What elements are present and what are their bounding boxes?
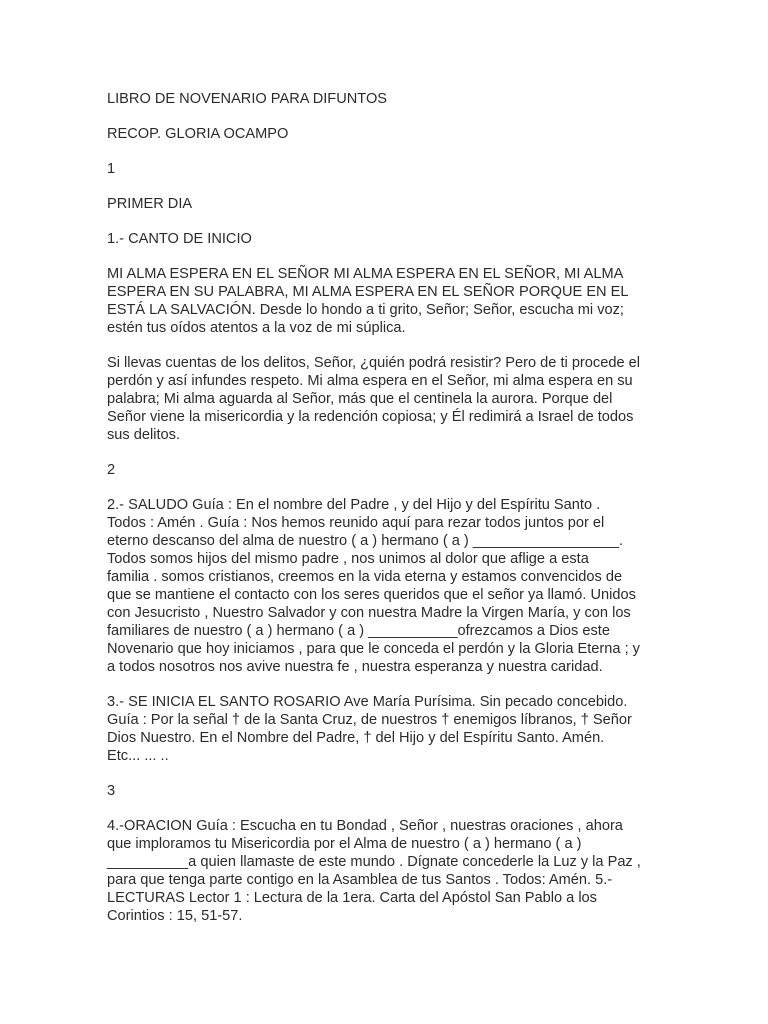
body-paragraph: MI ALMA ESPERA EN EL SEÑOR MI ALMA ESPERA EN EL SEÑOR, MI ALMA ESPERA EN SU PALABRA, MI ALMA ESPERA EN EL SEÑOR PORQUE EN EL ESTÁ LA SALVACIÓN. Desde lo hondo a ti grito, Señor; Señor, escucha mi voz; estén tus oídos atentos a la voz de mi súplica. (107, 266, 629, 336)
day-heading: PRIMER DIA (107, 196, 193, 212)
compiler-credit: RECOP. GLORIA OCAMPO (107, 126, 289, 142)
document-title: LIBRO DE NOVENARIO PARA DIFUNTOS (107, 91, 388, 107)
body-paragraph: 2.- SALUDO Guía : En el nombre del Padre , y del Hijo y del Espíritu Santo . Todos : Amén . Guía : Nos hemos reunido aquí para rezar todos juntos por el eterno descanso del alma de nuestro ( a ) hermano ( a ) __________________. Todos somos hijos del mismo padre , nos unimos al dolor que aflige a esta familia . somos cristianos, creemos en la vida eterna y estamos convencidos de que se mantiene el contacto con los seres queridos que el señor ya llamó. Unidos con Jesucristo , Nuestro Salvador y con nuestra Madre la Virgen María, y con los familiares de nuestro ( a ) hermano ( a ) ___________ofrezcamos a Dios este Novenario que hoy iniciamos , para que le conceda el perdón y la Gloria Eterna ; y a todos nosotros nos avive nuestra fe , nuestra esperanza y nuestra caridad. (107, 497, 640, 675)
document-page (107, 90, 667, 942)
page-marker: 3 (107, 783, 116, 799)
section-heading: 1.- CANTO DE INICIO (107, 231, 252, 247)
body-paragraph: 3.- SE INICIA EL SANTO ROSARIO Ave María Purísima. Sin pecado concebido. Guía : Por la señal † de la Santa Cruz, de nuestros † enemigos líbranos, † Señor Dios Nuestro. En el Nombre del Padre, † del Hijo y del Espíritu Santo. Amén. Etc... ... .. (107, 694, 632, 764)
page-marker: 1 (107, 161, 116, 177)
body-paragraph: Si llevas cuentas de los delitos, Señor, ¿quién podrá resistir? Pero de ti procede el perdón y así infundes respeto. Mi alma espera en el Señor, mi alma espera en su palabra; Mi alma aguarda al Señor, más que el centinela la aurora. Porque del Señor viene la misericordia y la redención copiosa; y Él redimirá a Israel de todos sus delitos. (107, 355, 640, 443)
body-paragraph: 4.-ORACION Guía : Escucha en tu Bondad , Señor , nuestras oraciones , ahora que imploramos tu Misericordia por el Alma de nuestro ( a ) hermano ( a ) __________a quien llamaste de este mundo . Dígnate concederle la Luz y la Paz , para que tenga parte contigo en la Asamblea de tus Santos . Todos: Amén. 5.- LECTURAS Lector 1 : Lectura de la 1era. Carta del Apóstol San Pablo a los Corintios : 15, 51-57. (107, 818, 641, 924)
page-marker: 2 (107, 462, 116, 478)
